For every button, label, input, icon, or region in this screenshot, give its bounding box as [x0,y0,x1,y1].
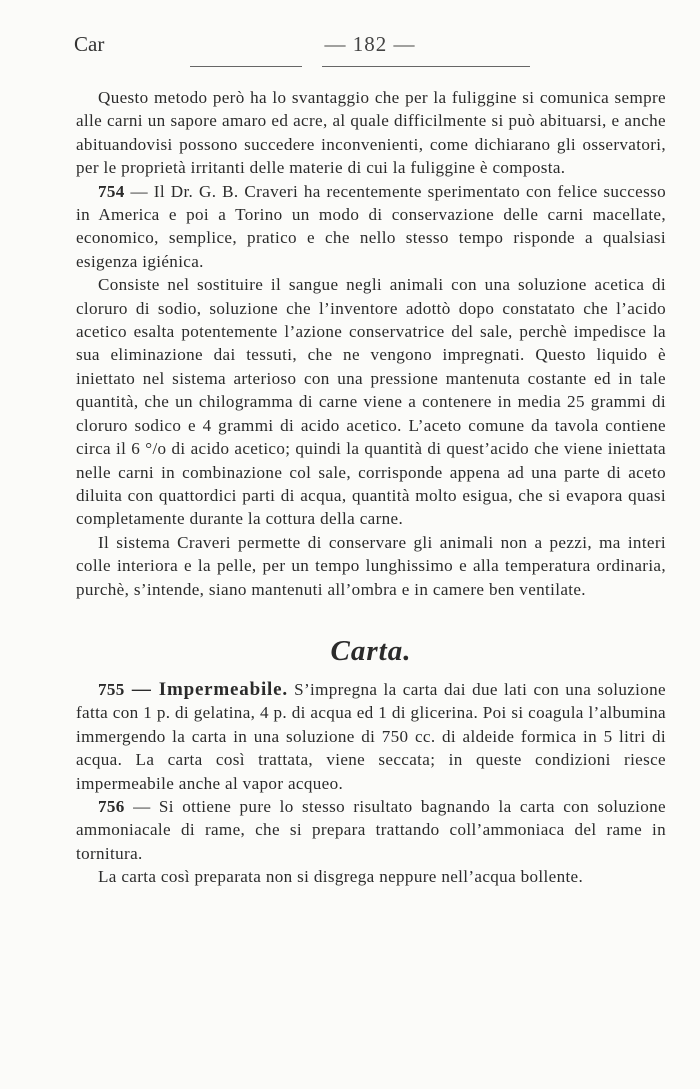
page-header [74,32,666,62]
paragraph-text: S’impregna la carta dai due lati con una soluzione fatta con 1 p. di gelatina, 4 p. di acqua ed 1 di glicerina. Poi si coagula l’albumina immergendo la carta in una soluzione di 750 cc. di aldeide formica in 5 litri di acqua. La carta così trattata, viene seccata; in queste condizioni riesce impermeabile anche al vapor acqueo. [76,679,666,793]
paragraph-756 [76,795,666,865]
section-title: Carta. [330,634,412,667]
paragraph-number: 754 [98,181,125,201]
paragraph-number: 755 [98,679,125,699]
paragraph-number: 756 [98,796,125,816]
paragraph-754 [76,180,666,274]
paragraph-craveri-system [76,531,666,601]
header-rule-right [322,66,530,67]
paragraph-text: Il sistema Craveri permette di conservare gli animali non a pezzi, ma interi colle interiora e la pelle, per un tempo lunghissimo e alla temperatura ordinaria, purchè, s’intende, siano mantenuti all’ombra e in camere ben ventilate. [76,532,666,599]
paragraph-boiling-water [76,865,666,888]
paragraph-smoking-drawbacks [76,86,666,180]
page-body [76,86,666,889]
entry-title: — Impermeabile. [124,678,288,700]
paragraph-text: Questo metodo però ha lo svantaggio che per la fuliggine si comunica sempre alle carni un sapore amaro ed acre, al quale difficilmente si può abituarsi, e anche abituandovisi possono succedere inconvenienti, come dichiarano gli osservatori, per le proprietà irritanti delle materie di cui la fuliggine è composta. [76,88,666,178]
paragraph-755 [76,678,666,795]
page-number: — 182 — [324,32,416,56]
running-head: Car [74,32,105,56]
paragraph-text: — Il Dr. G. B. Craveri ha recentemente sperimentato con felice successo in America e poi a Torino un modo di conservazione delle carni macellate, economico, semplice, pratico e che nello stesso tempo risponde a qualsiasi esigenza igiénica. [76,181,666,271]
paragraph-craveri-method [76,273,666,530]
paragraph-text: Consiste nel sostituire il sangue negli animali con una soluzione acetica di cloruro di sodio, soluzione che l’inventore adottò dopo constatato che l’acido acetico esalta potentemente l’azione conservatrice del sale, perchè impedisce la sua eliminazione dai tessuti, che ne vengono impregnati. Questo liquido è iniettato nel sistema arterioso con una pressione mantenuta costante ed in tale quantità, che un chilogramma di carne viene a contenere in media 25 grammi di cloruro sodico e 4 grammi di acido acetico. L’aceto comune da tavola contiene circa il 6 °/o di acido acetico; quindi la quantità di quest’acido che viene iniettata nelle carni in combinazione col sale, corrisponde appena ad una parte di aceto diluita con quattordici parti di acqua, quantità molto esigua, che si evapora quasi completamente durante la cottura della carne. [76,275,666,529]
paragraph-text: La carta così preparata non si disgrega neppure nell’acqua bollente. [98,867,584,887]
paragraph-text: — Si ottiene pure lo stesso risultato bagnando la carta con soluzione ammoniacale di rame, che si prepara trattando coll’ammoniaca del rame in tornitura. [76,796,666,863]
header-rule-left [190,66,302,67]
